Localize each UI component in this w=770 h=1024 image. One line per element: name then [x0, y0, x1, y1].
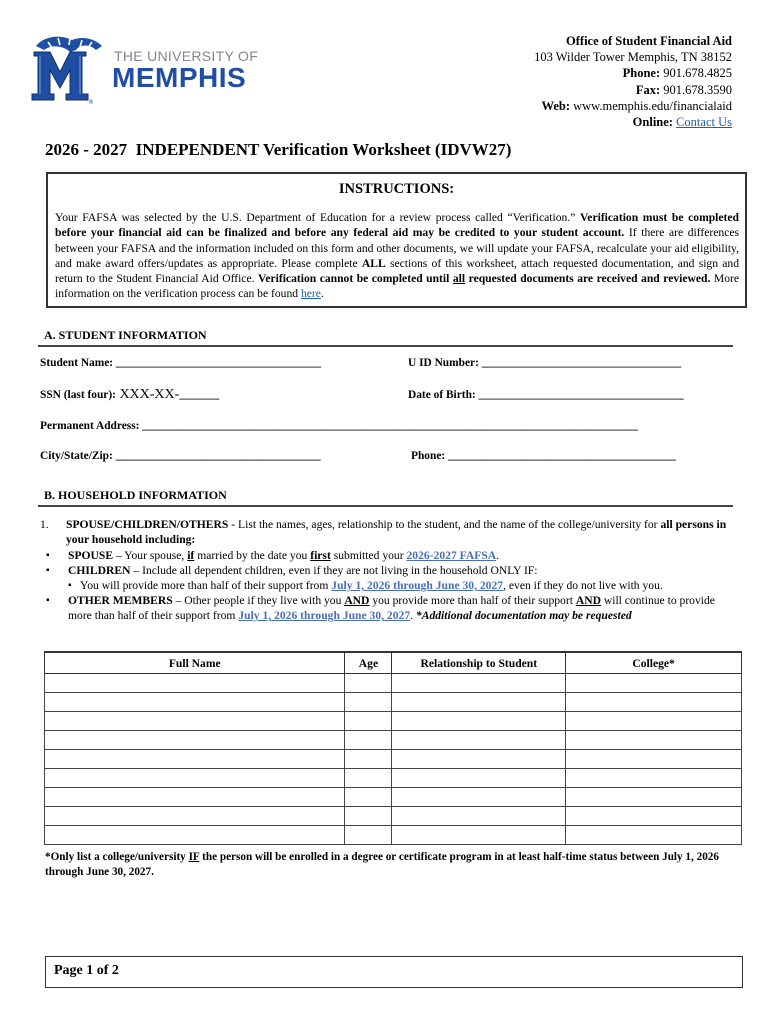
office-address: 103 Wilder Tower Memphis, TN 38152 [534, 50, 732, 65]
table-cell[interactable] [45, 769, 345, 788]
spouse-text: . [496, 549, 500, 562]
table-row [45, 731, 742, 750]
table-cell[interactable] [566, 693, 742, 712]
uid-number-field[interactable]: U ID Number: ___________________________________ [408, 357, 682, 369]
others-note: *Additional documentation may be requested [415, 609, 632, 623]
table-cell[interactable] [45, 712, 345, 731]
logo-line-university: THE UNIVERSITY OF [114, 48, 259, 64]
table-cell[interactable] [345, 750, 392, 769]
table-cell[interactable] [345, 807, 392, 826]
household-table [44, 651, 742, 845]
city-state-zip-field[interactable]: City/State/Zip: ____________________________________ [40, 450, 321, 462]
household-instructions [66, 517, 736, 547]
table-cell[interactable] [345, 693, 392, 712]
ssn-field[interactable] [40, 387, 219, 403]
instr-part: . [320, 287, 324, 301]
table-cell[interactable] [566, 826, 742, 845]
table-cell[interactable] [566, 674, 742, 693]
table-cell[interactable] [345, 674, 392, 693]
table-row [45, 693, 742, 712]
office-web: www.memphis.edu/financialaid [573, 98, 732, 113]
table-cell[interactable] [45, 826, 345, 845]
instructions-box [46, 172, 747, 308]
children-dates: July 1, 2026 through June 30, 2027 [331, 579, 504, 592]
table-cell[interactable] [392, 807, 566, 826]
table-cell[interactable] [566, 712, 742, 731]
spouse-if: if [187, 549, 195, 562]
table-row [45, 826, 742, 845]
table-row [45, 750, 742, 769]
instr-part: Your FAFSA was selected by the U.S. Department of Education for a review process called “Verification.” [55, 211, 580, 224]
instr-bold: Verification cannot be completed until [258, 272, 453, 286]
item-number: 1. [40, 518, 49, 531]
table-cell[interactable] [45, 807, 345, 826]
logo-line-memphis: MEMPHIS [112, 62, 247, 93]
spouse-item [68, 548, 738, 563]
spouse-text: married by the date you [194, 549, 311, 562]
spouse-text: – Your spouse, [113, 549, 188, 562]
footnote-text: the person will be enrolled in a degree or certificate program in at least half-time status between July 1, 2026 through June 30, 2027. [45, 851, 719, 878]
ssn-value: XXX-XX- [115, 387, 180, 402]
others-dates: July 1, 2026 through June 30, 2027 [238, 609, 411, 623]
web-label: Web: [541, 98, 570, 113]
instr-bold: ALL [361, 256, 386, 270]
fax-label: Fax: [635, 82, 661, 97]
table-cell[interactable] [345, 731, 392, 750]
instructions-text [55, 210, 739, 302]
children-sub-text: You will provide more than half of their support from [80, 579, 332, 592]
others-text: . [410, 609, 416, 623]
others-and: AND [344, 594, 370, 607]
table-row [45, 769, 742, 788]
table-footnote [45, 850, 735, 880]
phone-field[interactable]: Phone: ________________________________________ [411, 450, 676, 462]
children-sub-text: , even if they do not live with you. [503, 579, 663, 592]
bullet-icon: ▪ [46, 595, 50, 606]
date-of-birth-field[interactable]: Date of Birth: ____________________________________ [408, 389, 684, 401]
ssn-label: SSN (last four): [40, 389, 116, 401]
table-cell[interactable] [45, 788, 345, 807]
others-text: will continue to provide more than half of their support from [68, 594, 715, 623]
spouse-text: submitted your [330, 549, 407, 562]
spouse-label: SPOUSE [68, 549, 114, 562]
table-row [45, 788, 742, 807]
student-name-field[interactable]: Student Name: ____________________________________ [40, 357, 321, 369]
item-heading: SPOUSE/CHILDREN/OTHERS [66, 518, 229, 531]
bullet-icon: ▪ [46, 565, 50, 576]
office-phone: 901.678.4825 [663, 66, 732, 81]
others-item [68, 593, 728, 623]
instr-part: If there are differences between your FAFSA and the information included on this form and other documents, we will update your FAFSA, recalculate your aid eligibility, and make award offers/updates as appropriate. Please complete [55, 226, 740, 270]
instr-bold: requested documents are received and reviewed. [465, 272, 711, 286]
table-cell[interactable] [392, 826, 566, 845]
table-cell[interactable] [45, 674, 345, 693]
office-contact-block [534, 33, 732, 130]
others-text: you provide more than half of their support [369, 594, 576, 607]
spouse-first: first [310, 549, 331, 562]
header-relationship: Relationship to Student [392, 652, 566, 674]
item-text: - List the names, ages, relationship to the student, and the name of the college/university for [228, 518, 661, 531]
table-cell[interactable] [345, 826, 392, 845]
instr-bold-underline: all [452, 272, 466, 286]
instr-part: sections of this worksheet, attach requested documentation, and sign and return to the Student Financial Aid Office. [55, 256, 739, 286]
page-number-box [45, 956, 743, 988]
table-header-row [45, 652, 742, 674]
table-cell[interactable] [345, 769, 392, 788]
svg-text:®: ® [88, 99, 94, 104]
instr-bold: Verification must be completed before your financial aid can be finalized and before any federal aid may be credited to your student account. [55, 211, 739, 240]
table-cell[interactable] [392, 674, 566, 693]
table-cell[interactable] [566, 788, 742, 807]
ssn-blank: _______ [179, 389, 220, 401]
bullet-icon: ▪ [46, 550, 50, 561]
document-title: 2026 - 2027 INDEPENDENT Verification Worksheet (IDVW27) [45, 140, 512, 159]
table-cell[interactable] [345, 712, 392, 731]
header-age: Age [345, 652, 392, 674]
table-row [45, 674, 742, 693]
table-cell[interactable] [392, 788, 566, 807]
children-sub-item [80, 578, 740, 593]
table-cell[interactable] [566, 769, 742, 788]
section-b-heading: B. HOUSEHOLD INFORMATION [38, 488, 733, 507]
section-a-heading: A. STUDENT INFORMATION [38, 328, 733, 347]
others-label: OTHER MEMBERS [68, 594, 173, 607]
table-cell[interactable] [566, 807, 742, 826]
page-number: Page 1 of 2 [54, 963, 119, 978]
header-full-name: Full Name [45, 652, 345, 674]
instr-part: More information on the verification process can be found [55, 272, 739, 301]
children-item [68, 563, 738, 578]
table-cell[interactable] [392, 712, 566, 731]
online-label: Online: [632, 115, 673, 130]
item-bold: all persons in your household including: [66, 518, 727, 547]
sub-bullet-icon: ▪ [68, 580, 72, 591]
table-cell[interactable] [392, 731, 566, 750]
table-cell[interactable] [566, 750, 742, 769]
children-label: CHILDREN [68, 564, 131, 577]
university-logo [30, 32, 260, 102]
verification-info-link[interactable]: here [300, 287, 321, 301]
table-cell[interactable] [45, 750, 345, 769]
office-fax: 901.678.3590 [663, 82, 732, 97]
phone-label: Phone: [622, 66, 661, 81]
permanent-address-field[interactable]: Permanent Address: _______________________________________________________________________________________ [40, 420, 638, 432]
table-row [45, 712, 742, 731]
table-cell[interactable] [345, 788, 392, 807]
contact-us-link[interactable]: Contact Us [676, 115, 732, 130]
table-cell[interactable] [392, 769, 566, 788]
table-cell[interactable] [45, 693, 345, 712]
fafsa-link[interactable]: 2026-2027 FAFSA [406, 549, 497, 562]
header-college: College* [566, 652, 742, 674]
office-name: Office of Student Financial Aid [566, 34, 732, 48]
children-text: – Include all dependent children, even if they are not living in the household ONLY IF: [130, 564, 538, 577]
footnote-if: IF [188, 851, 200, 863]
others-and: AND [575, 594, 601, 607]
table-row [45, 807, 742, 826]
others-text: – Other people if they live with you [172, 594, 345, 607]
instructions-heading: INSTRUCTIONS: [338, 181, 455, 197]
table-cell[interactable] [45, 731, 345, 750]
table-cell[interactable] [566, 731, 742, 750]
table-cell[interactable] [392, 750, 566, 769]
table-cell[interactable] [392, 693, 566, 712]
footnote-text: *Only list a college/university [45, 851, 189, 863]
